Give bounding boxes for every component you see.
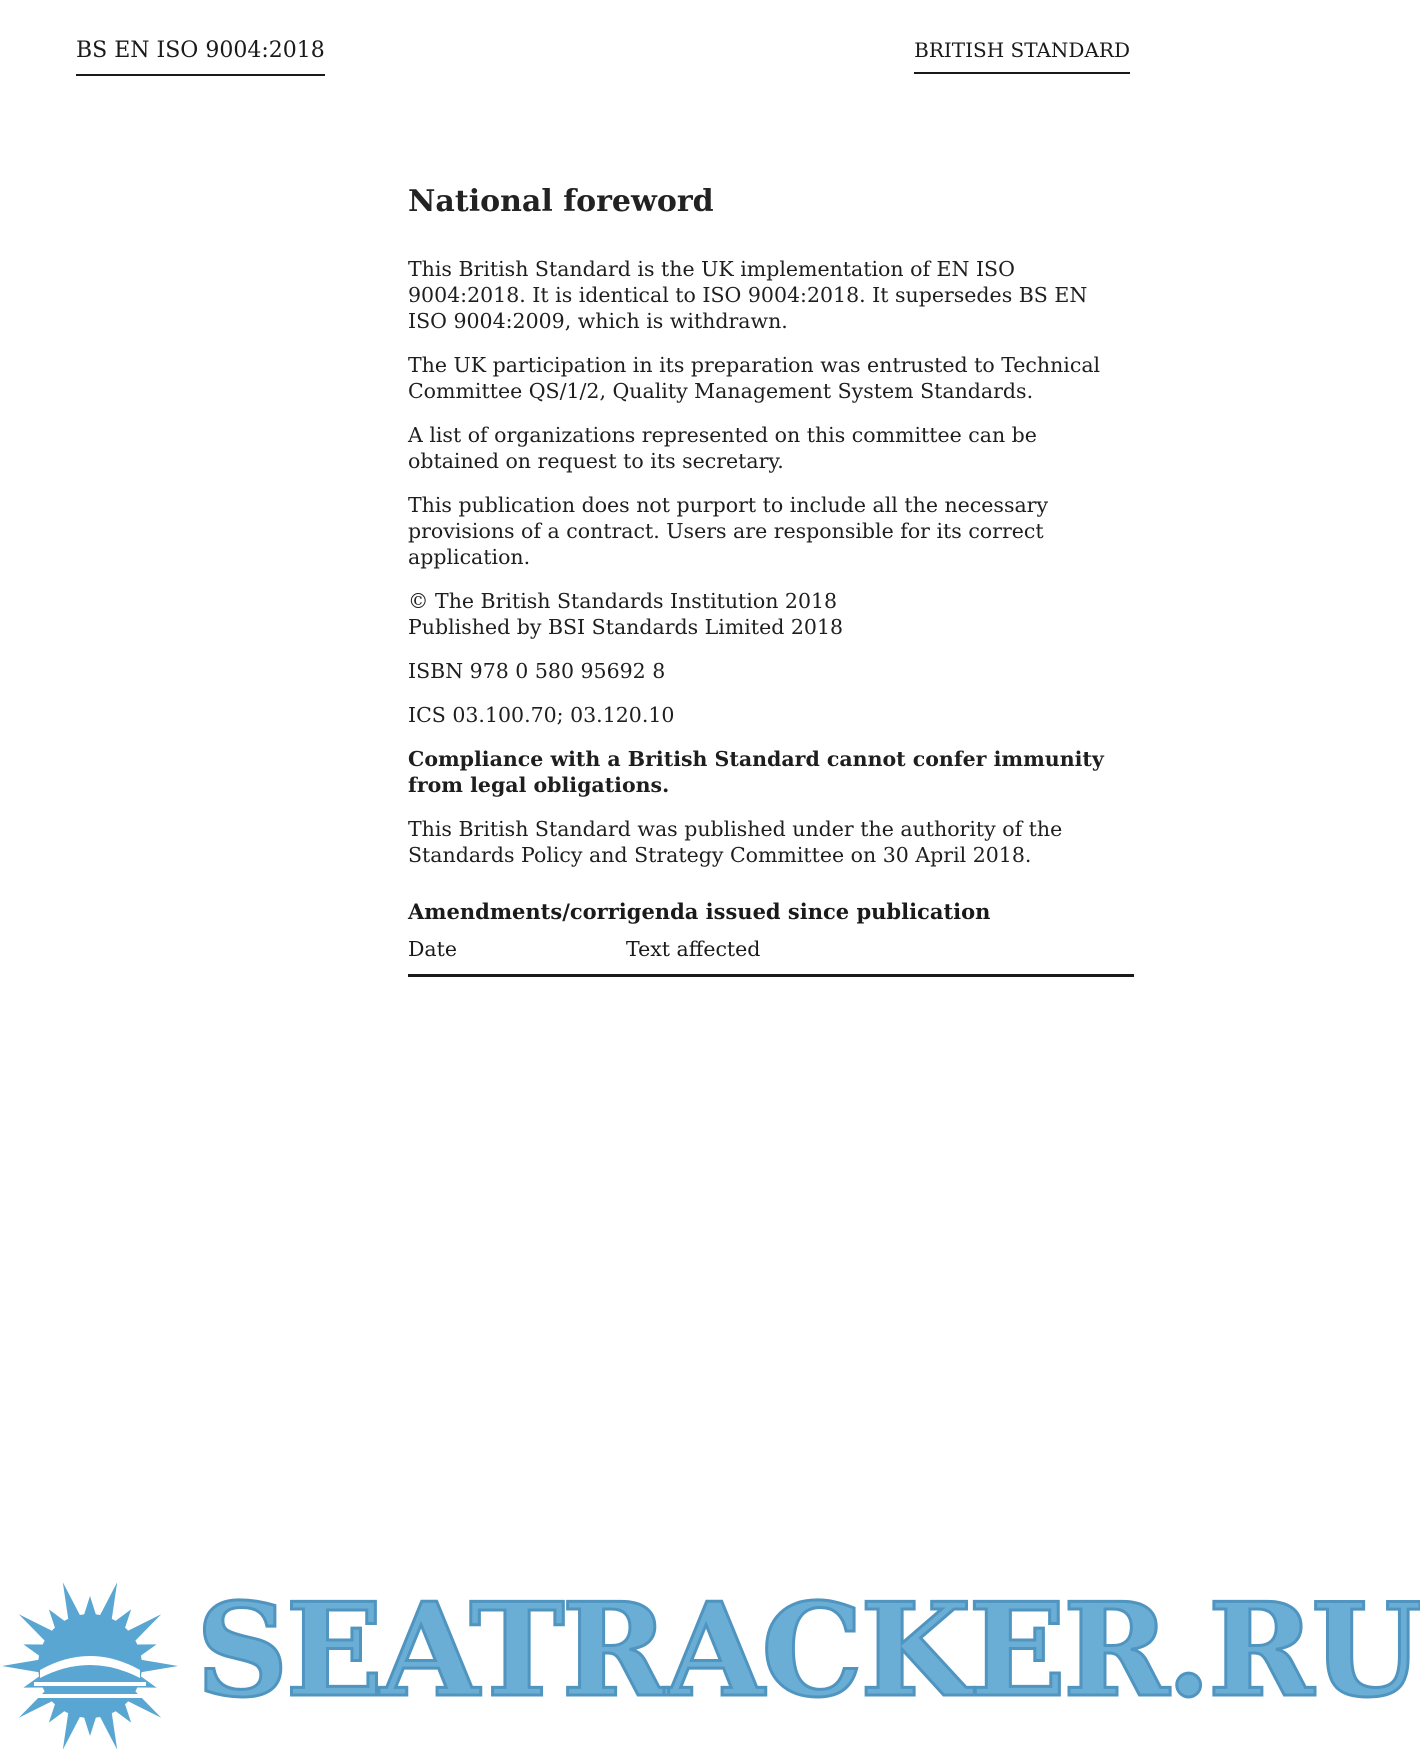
amendments-heading: Amendments/corrigenda issued since publication <box>408 899 991 924</box>
sun-ray <box>2 1660 40 1673</box>
foreword-paragraph-organizations: A list of organizations represented on this committee can be obtained on request to its secretary. <box>408 423 1037 473</box>
foreword-paragraph-implementation: This British Standard is the UK implementation of EN ISO 9004:2018. It is identical to ISO 9004:2018. It supersedes BS EN ISO 9004:2009, which is withdrawn. <box>408 257 1088 333</box>
table-header-row <box>408 936 1134 976</box>
foreword-paragraph-provisions: This publication does not purport to include all the necessary provisions of a contract. Users are responsible for its correct application. <box>408 493 1049 569</box>
national-foreword-section <box>408 182 1130 977</box>
ics-line: ICS 03.100.70; 03.120.10 <box>408 703 675 727</box>
column-header-date: Date <box>408 936 626 976</box>
watermark <box>0 1570 1420 1752</box>
sun-ray <box>99 1711 117 1750</box>
watermark-text: SEATRACKER.RU <box>196 1576 1420 1726</box>
sun-ray <box>84 1716 97 1736</box>
sun-icon <box>0 1570 190 1752</box>
running-header-document-id: BS EN ISO 9004:2018 <box>76 40 325 76</box>
copyright-line: © The British Standards Institution 2018 <box>408 589 838 613</box>
foreword-paragraph-committee: The UK participation in its preparation was entrusted to Technical Committee QS/1/2, Quality Management System Standards. <box>408 353 1101 403</box>
column-header-text-affected: Text affected <box>626 936 1134 976</box>
running-header-series: BRITISH STANDARD <box>914 40 1130 74</box>
amendments-table <box>408 936 1134 977</box>
sun-ray <box>140 1660 178 1673</box>
compliance-statement: Compliance with a British Standard cannot confer immunity from legal obligations. <box>408 747 1104 797</box>
authority-statement: This British Standard was published under the authority of the Standards Policy and Strategy Committee on 30 April 2018. <box>408 817 1063 867</box>
page-title: National foreword <box>408 184 714 219</box>
sun-ray <box>63 1711 81 1750</box>
isbn-line: ISBN 978 0 580 95692 8 <box>408 659 666 683</box>
sun-ray <box>99 1582 117 1621</box>
publisher-line: Published by BSI Standards Limited 2018 <box>408 615 844 639</box>
sun-ray <box>63 1582 81 1621</box>
copyright-block <box>408 588 1130 640</box>
sun-ray <box>84 1596 97 1616</box>
